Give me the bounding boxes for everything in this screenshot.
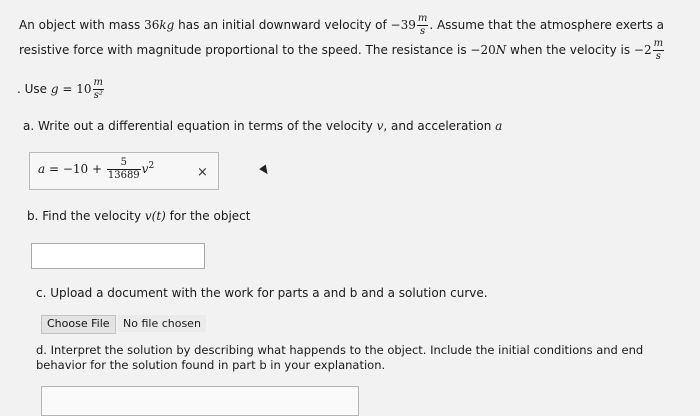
- question-text: . Use: [17, 82, 51, 96]
- question-line-1: [19, 14, 664, 37]
- resistance-unit: N: [495, 43, 507, 57]
- part-a-prompt: a. Write out a differential equation in terms of the velocity v, and acceleration a: [23, 119, 503, 133]
- answer-fraction: $\frac{5}{13689}$: [107, 157, 140, 181]
- mouse-pointer-icon: [259, 165, 271, 177]
- g-value: = 10: [58, 82, 92, 96]
- question-text: . Assume that the atmosphere exerts a: [429, 18, 665, 32]
- question-line-3: [17, 78, 105, 101]
- part-b-answer-input[interactable]: [31, 243, 205, 269]
- velocity-2-value: −2: [633, 43, 652, 57]
- close-icon[interactable]: ×: [197, 165, 208, 180]
- part-a-answer-expression: a = −10 + $\frac{5}{13689}$ $v^2$: [38, 157, 155, 181]
- mass-value: 36: [144, 18, 160, 32]
- velocity-value: −39: [390, 18, 416, 32]
- part-d-answer-input[interactable]: [41, 386, 359, 416]
- velocity-unit: $\frac{m}{s}$: [417, 13, 428, 37]
- choose-file-button[interactable]: Choose File: [41, 315, 116, 334]
- part-a-answer-box[interactable]: [29, 152, 219, 190]
- question-line-2: [19, 39, 665, 62]
- resistance-value: −20: [470, 43, 496, 57]
- question-text: An object with mass: [19, 18, 145, 32]
- part-d-prompt-line-2: behavior for the solution found in part b in your explanation.: [36, 358, 386, 372]
- part-c-prompt: c. Upload a document with the work for parts a and b and a solution curve.: [36, 286, 488, 300]
- part-b-prompt: b. Find the velocity v(t) for the object: [27, 209, 251, 223]
- g-unit: $\frac{m}{\text{s²}}$: [93, 77, 103, 101]
- velocity-2-unit: $\frac{m}{s}$: [653, 38, 664, 62]
- g-symbol: g: [50, 82, 59, 96]
- question-text: resistive force with magnitude proportional to the speed. The resistance is: [19, 43, 471, 57]
- question-text: has an initial downward velocity of: [174, 18, 391, 32]
- mass-unit: kg: [159, 18, 175, 32]
- question-text: when the velocity is: [506, 43, 634, 57]
- file-status-text: No file chosen: [118, 315, 206, 332]
- part-d-prompt-line-1: d. Interpret the solution by describing what happends to the object. Include the initial conditions and end: [36, 343, 644, 357]
